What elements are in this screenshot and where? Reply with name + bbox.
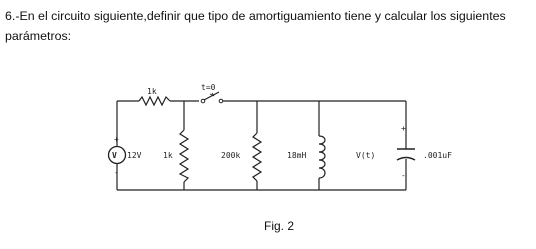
shunt-resistor-200k xyxy=(253,133,261,181)
shunt-resistor-1k xyxy=(180,130,188,182)
capacitor-minus: - xyxy=(401,171,406,180)
problem-statement: 6.-En el circuito siguiente,definir que tipo de amortiguamiento tiene y calcular los siguientes parámetros: xyxy=(5,9,506,43)
shunt-1k-label: 1k xyxy=(163,151,173,160)
figure-caption: Fig. 2 xyxy=(264,219,295,233)
source-minus: - xyxy=(114,168,119,177)
series-resistor-label: 1k xyxy=(147,87,157,96)
capacitor-plus: + xyxy=(401,124,406,133)
shunt-200k-label: 200k xyxy=(221,151,241,160)
switch-blade xyxy=(204,92,219,100)
inductor-label: 18mH xyxy=(287,151,307,160)
inductor-coil xyxy=(319,136,325,178)
series-resistor xyxy=(139,97,170,105)
source-value: 12V xyxy=(127,151,142,160)
switch-label: t=0 xyxy=(201,83,216,92)
switch-contact-right xyxy=(219,99,223,103)
voltage-output-label: V(t) xyxy=(356,151,376,160)
source-symbol: V xyxy=(112,151,117,160)
source-plus: + xyxy=(114,135,119,144)
capacitor-label: .001uF xyxy=(423,151,452,160)
